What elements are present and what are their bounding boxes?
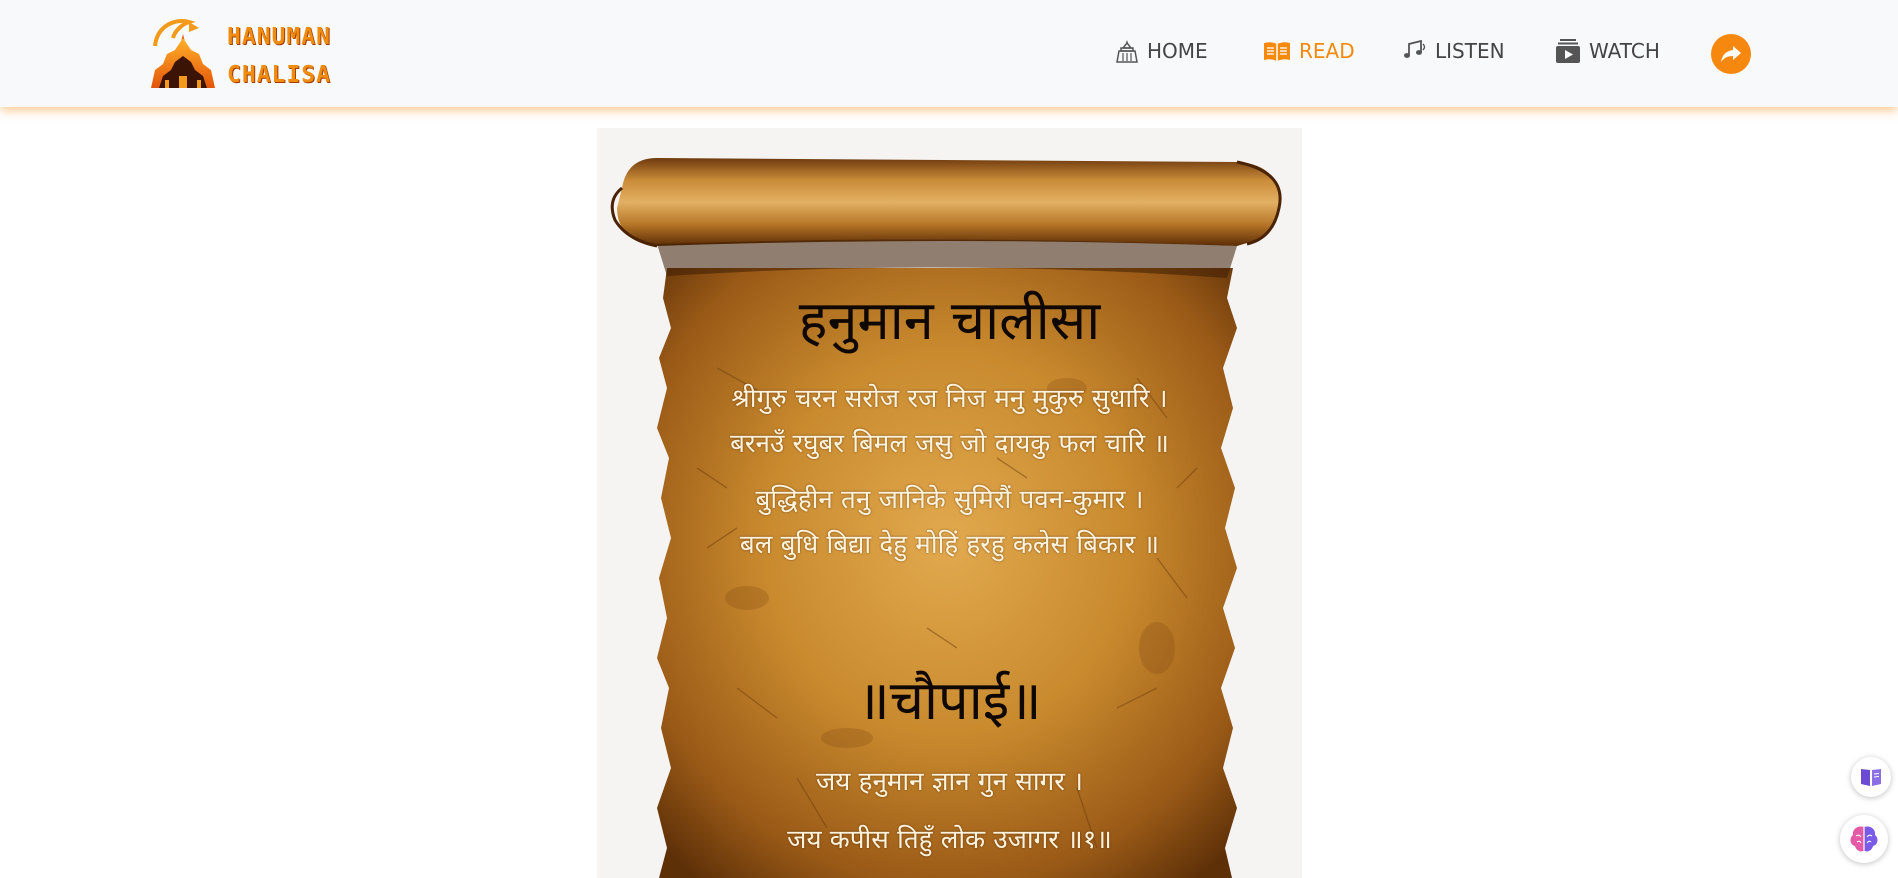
video-play-icon <box>1555 38 1581 64</box>
nav-home[interactable] <box>1115 33 1208 69</box>
top-navbar <box>0 0 1898 107</box>
scroll-title: हनुमान चालीसा <box>798 289 1101 352</box>
temple-flag-logo-icon <box>145 16 221 92</box>
doha-line-1: श्रीगुरु चरन सरोज रज निज मनु मुकुरु सुधारि । <box>731 384 1168 414</box>
brand-line-2: CHALISA <box>227 62 331 88</box>
book-open-icon <box>1263 40 1291 62</box>
brand-line-1: HANUMAN <box>227 24 331 50</box>
nav-watch[interactable] <box>1555 33 1660 69</box>
brain-icon <box>1848 824 1880 854</box>
nav-home-label: HOME <box>1147 39 1208 63</box>
nav-watch-label: WATCH <box>1589 39 1660 63</box>
nav-read[interactable] <box>1263 33 1355 69</box>
ai-assistant-button[interactable] <box>1840 815 1888 863</box>
music-notes-icon <box>1403 40 1427 62</box>
scroll-panel <box>597 128 1302 878</box>
doha-line-2: बरनउँ रघुबर बिमल जसु जो दायकु फल चारि ॥ <box>730 429 1169 459</box>
nav-read-label: READ <box>1299 39 1355 63</box>
brand-text <box>227 18 377 94</box>
site-logo[interactable] <box>145 16 365 92</box>
book-reader-icon <box>1860 767 1882 787</box>
chaupai-line-2: जय कपीस तिहुँ लोक उजागर ॥१॥ <box>787 825 1112 855</box>
doha-line-3: बुद्धिहीन तनु जानिके सुमिरौं पवन-कुमार । <box>755 485 1144 515</box>
nav-listen-label: LISTEN <box>1435 39 1505 63</box>
chaupai-line-1: जय हनुमान ज्ञान गुन सागर । <box>816 767 1083 797</box>
temple-icon <box>1115 39 1139 63</box>
reader-mode-button[interactable] <box>1851 757 1891 797</box>
nav-listen[interactable] <box>1403 33 1505 69</box>
share-button[interactable] <box>1711 34 1751 74</box>
chaupai-heading: ॥चौपाई॥ <box>857 669 1042 732</box>
share-arrow-icon <box>1720 44 1742 64</box>
doha-line-4: बल बुधि बिद्या देहु मोहिं हरहु कलेस बिकार ॥ <box>739 530 1160 560</box>
